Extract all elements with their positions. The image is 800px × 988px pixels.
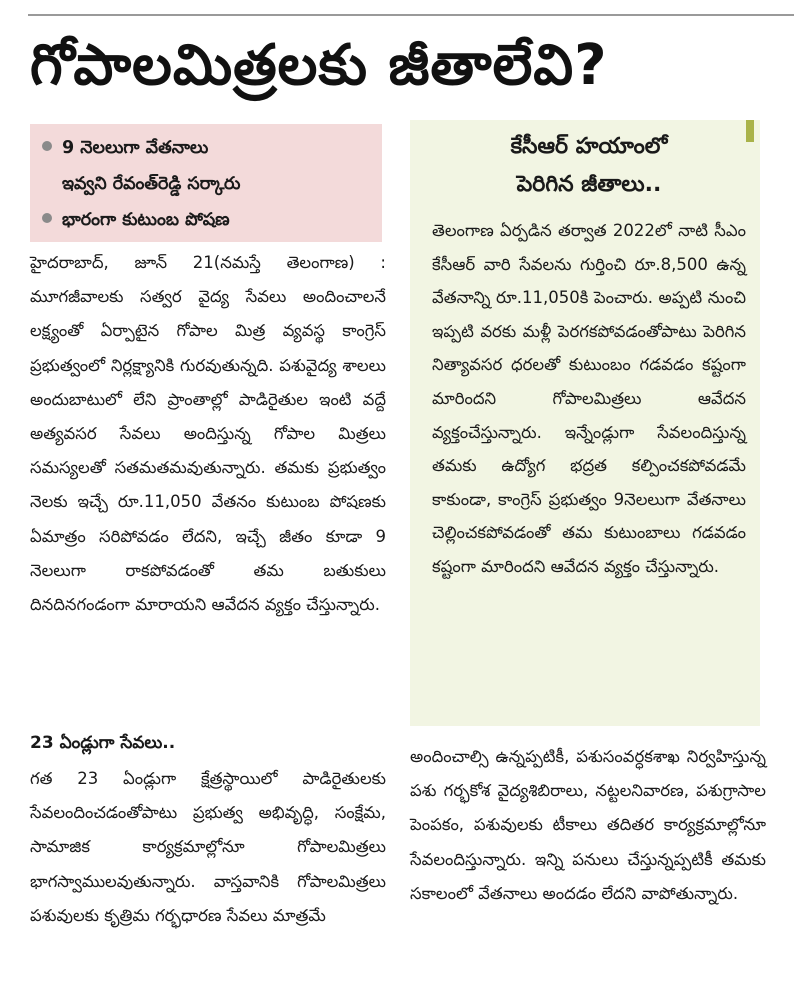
bullet-icon <box>42 141 52 151</box>
article-column-left-lower <box>30 762 386 933</box>
highlight-text: 9 నెలలుగా వేతనాలు <box>62 138 209 158</box>
highlights-box <box>30 124 382 242</box>
sidebar-title-line1: కేసీఆర్ హయాంలో <box>510 134 668 159</box>
sidebar-accent-mark <box>746 120 754 142</box>
highlight-item <box>42 166 372 202</box>
bullet-icon <box>42 213 52 223</box>
article-column-right-lower <box>410 740 766 911</box>
subheading: 23 ఏండ్లుగా సేవలు.. <box>30 733 176 753</box>
article-intro: హైదరాబాద్, జూన్ 21(నమస్తే తెలంగాణ) : మూగజీవాలకు సత్వర వైద్య సేవలు అందించాలనే లక్ష్యంతో ఏర్పాటైన గోపాల మిత్ర వ్యవస్థ కాంగ్రెస్ ప్రభుత్వంలో నిర్లక్ష్యానికి గురవుతున్నది. పశువైద్య శాలలు అందుబాటులో లేని ప్రాంతాల్లో పాడిరైతుల ఇంటి వద్దే అత్యవసర సేవలు అందిస్తున్న గోపాల మిత్రలు సమస్యలతో సతమతమవుతున్నారు. తమకు ప్రభుత్వం నెలకు ఇచ్చే రూ.11,050 వేతనం కుటుంబ పోషణకు ఏమాత్రం సరిపోవడం లేదని, ఇచ్చే జీతం కూడా 9 నెలలుగా రాకపోవడంతో తమ బతుకులు దినదినగండంగా మారాయని ఆవేదన వ్యక్తం చేస్తున్నారు. <box>30 253 386 615</box>
headline: గోపాలమిత్రలకు జీతాలేవి? <box>30 33 608 98</box>
article-paragraph: గత 23 ఏండ్లుగా క్షేత్రస్థాయిలో పాడిరైతులకు సేవలందించడంతోపాటు ప్రభుత్వ అభివృద్ధి, సంక్షేమ, సామాజిక కార్యక్రమాల్లోనూ గోపాలమిత్రలు భాగస్వాములవుతున్నారు. వాస్తవానికి గోపాలమిత్రలు పశువులకు కృత్రిమ గర్భధారణ సేవలు మాత్రమే <box>30 769 386 925</box>
highlight-item <box>42 202 372 238</box>
article-paragraph: అందించాల్సి ఉన్నప్పటికీ, పశుసంవర్ధకశాఖ నిర్వహిస్తున్న పశు గర్భకోశ వైద్యశిబిరాలు, నట్టలనివారణ, పశుగ్రాసాల పెంపకం, పశువులకు టీకాలు తదితర కార్యక్రమాల్లోనూ సేవలందిస్తున్నారు. ఇన్ని పనులు చేస్తున్నప్పటికీ తమకు సకాలంలో వేతనాలు అందడం లేదని వాపోతున్నారు. <box>410 747 766 903</box>
sidebar-body: తెలంగాణ ఏర్పడిన తర్వాత 2022లో నాటి సీఎం కేసీఆర్ వారి సేవలను గుర్తించి రూ.8,500 ఉన్న వేతనాన్ని రూ.11,050కి పెంచారు. అప్పటి నుంచి ఇప్పటి వరకు మళ్లీ పెరగకపోవడంతోపాటు పెరిగిన నిత్యావసర ధరలతో కుటుంబం గడవడం కష్టంగా మారిందని గోపాలమిత్రలు ఆవేదన వ్యక్తంచేస్తున్నారు. ఇన్నేండ్లుగా సేవలందిస్తున్న తమకు ఉద్యోగ భద్రత కల్పించకపోవడమే కాకుండా, కాంగ్రెస్ ప్రభుత్వం 9నెలలుగా వేతనాలు చెల్లించకపోవడంతో తమ కుటుంబాలు గడవడం కష్టంగా మారిందని ఆవేదన వ్యక్తం చేస్తున్నారు. <box>432 221 746 576</box>
top-rule <box>28 14 794 16</box>
highlight-text: భారంగా కుటుంబ పోషణ <box>62 210 230 230</box>
highlight-text: ఇవ్వని రేవంత్‌రెడ్డి సర్కారు <box>62 174 241 194</box>
article-column-left <box>30 246 386 622</box>
highlight-item <box>42 130 372 166</box>
sidebar-title-line2: పెరిగిన జీతాలు.. <box>516 172 662 197</box>
sidebar-box <box>410 120 760 726</box>
